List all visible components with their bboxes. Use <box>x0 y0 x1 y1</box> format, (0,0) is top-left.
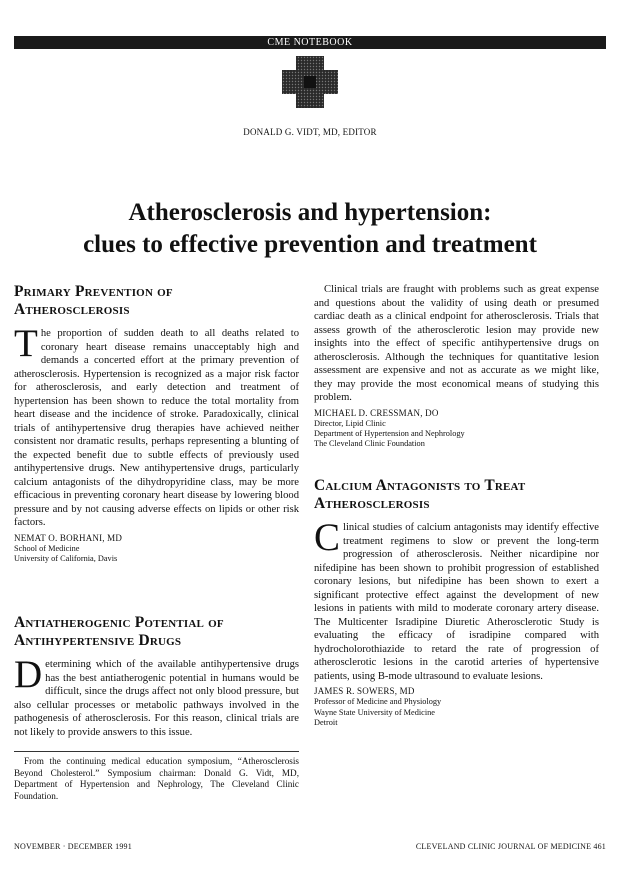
footer-date: NOVEMBER · DECEMBER 1991 <box>14 842 132 851</box>
cme-cross-logo-icon <box>282 56 338 108</box>
footnote-divider <box>14 751 299 752</box>
author-affiliation: Detroit <box>314 717 338 727</box>
author-affiliation: School of Medicine <box>14 543 80 553</box>
drop-cap: C <box>314 516 341 560</box>
antiatherogenic-text: Determining which of the available antihypertensive drugs has the best antiatherogenic potential in humans would be difficult, since the drugs affect not only blood pressure, but also cellular processes or metabolic pathways involved in the pathogenesis of atherosclerosis. For this reason, clinical trials are not likely to provide answers to this issue. <box>14 653 299 738</box>
title-line-2: clues to effective prevention and treatment <box>83 231 537 258</box>
author-affiliation: University of California, Davis <box>14 553 118 563</box>
section-heading-primary-prevention: Primary Prevention of Atherosclerosis <box>14 283 173 318</box>
article-title <box>0 197 620 261</box>
title-line-1: Atherosclerosis and hypertension: <box>128 199 492 226</box>
calcium-antagonists-text: Clinical studies of calcium antagonists may identify effective treatment regimens to slow or prevent the long-term progression of atherosclerosis. Neither nicardipine nor nifedipine has been shown to prohibit progression of established coronary lesions, but nifedipine has been shown to exert a significant protective effect against the development of new lesions in patients with mild to moderate coronary artery disease. The Multicenter Isradipine Diuretic Atherosclerotic Study is evaluating the efficacy of isradipine compared with hydrocholorothiazide to retard the rate of progression of atherosclerotic lesions in the carotid arteries of hypertensive patients, using B-mode ultrasound to evaluate lesions. <box>314 516 599 682</box>
author-name: NEMAT O. BORHANI, MD <box>14 532 123 543</box>
author-block-cressman <box>314 408 599 450</box>
author-name: MICHAEL D. CRESSMAN, DO <box>314 407 439 418</box>
symposium-footnote: From the continuing medical education symposium, “Atherosclerosis Beyond Cholesterol.” Symposium chairman: Donald G. Vidt, MD, Department of Hypertension and Nephrology, The Cleveland Clinic Foundation. <box>14 756 299 801</box>
author-affiliation: Director, Lipid Clinic <box>314 418 386 428</box>
left-column <box>14 283 299 802</box>
author-affiliation: The Cleveland Clinic Foundation <box>314 439 425 449</box>
author-block-borhani <box>14 533 299 565</box>
editor-credit: DONALD G. VIDT, MD, EDITOR <box>243 127 377 137</box>
footer-journal-page: CLEVELAND CLINIC JOURNAL OF MEDICINE 461 <box>415 842 606 851</box>
author-affiliation: Wayne State University of Medicine <box>314 707 435 717</box>
cme-notebook-banner: CME NOTEBOOK <box>14 36 606 49</box>
author-name: JAMES R. SOWERS, MD <box>314 686 415 697</box>
section-heading-calcium-antagonists: Calcium Antagonists to Treat Atherosclerosis <box>314 477 526 513</box>
right-column <box>314 283 599 728</box>
drop-cap: D <box>14 653 43 697</box>
drop-cap: T <box>14 322 38 365</box>
primary-prevention-text: The proportion of sudden death to all deaths related to coronary heart disease remains unacceptably high and demands a concerted effort at the primary prevention of atherosclerosis. Hypertension is recognized as a major risk factor for atherosclerosis, and early detection and treatment of hypertension has been shown to reduce the total mortality from heart disease and the incidence of stroke. Paradoxically, clinical trials of antihypertensive drug therapies have achieved neither consistent nor dramatic results, perhaps representing a blunting of the expected benefit due to subtle effects of previously used antihypertensive drugs. New antihypertensive drugs, particularly calcium antagonists of the dihydropyridine class, may be more efficacious in preventing coronary heart disease by lowering blood pressure and by not causing adverse effects on lipids or other risk factors. <box>14 322 299 528</box>
author-block-sowers <box>314 686 599 728</box>
antiatherogenic-text-continued: Clinical trials are fraught with problems such as great expense and questions about the validity of using death or presumed cardiac death as a clinical endpoint for atherosclerosis. Trials that assess growth of the atherosclerotic lesion may provide new insights into the effect of specific antihypertensive drugs on atherosclerosis. Although the techniques for quantitative lesion assessment are expensive and not as accurate as we might like, they may provide the most economical means of studying this problem. <box>314 284 599 403</box>
author-affiliation: Professor of Medicine and Physiology <box>314 697 442 707</box>
section-heading-antiatherogenic: Antiatherogenic Potential of Antihypertensive Drugs <box>14 614 224 650</box>
author-affiliation: Department of Hypertension and Nephrology <box>314 428 465 438</box>
